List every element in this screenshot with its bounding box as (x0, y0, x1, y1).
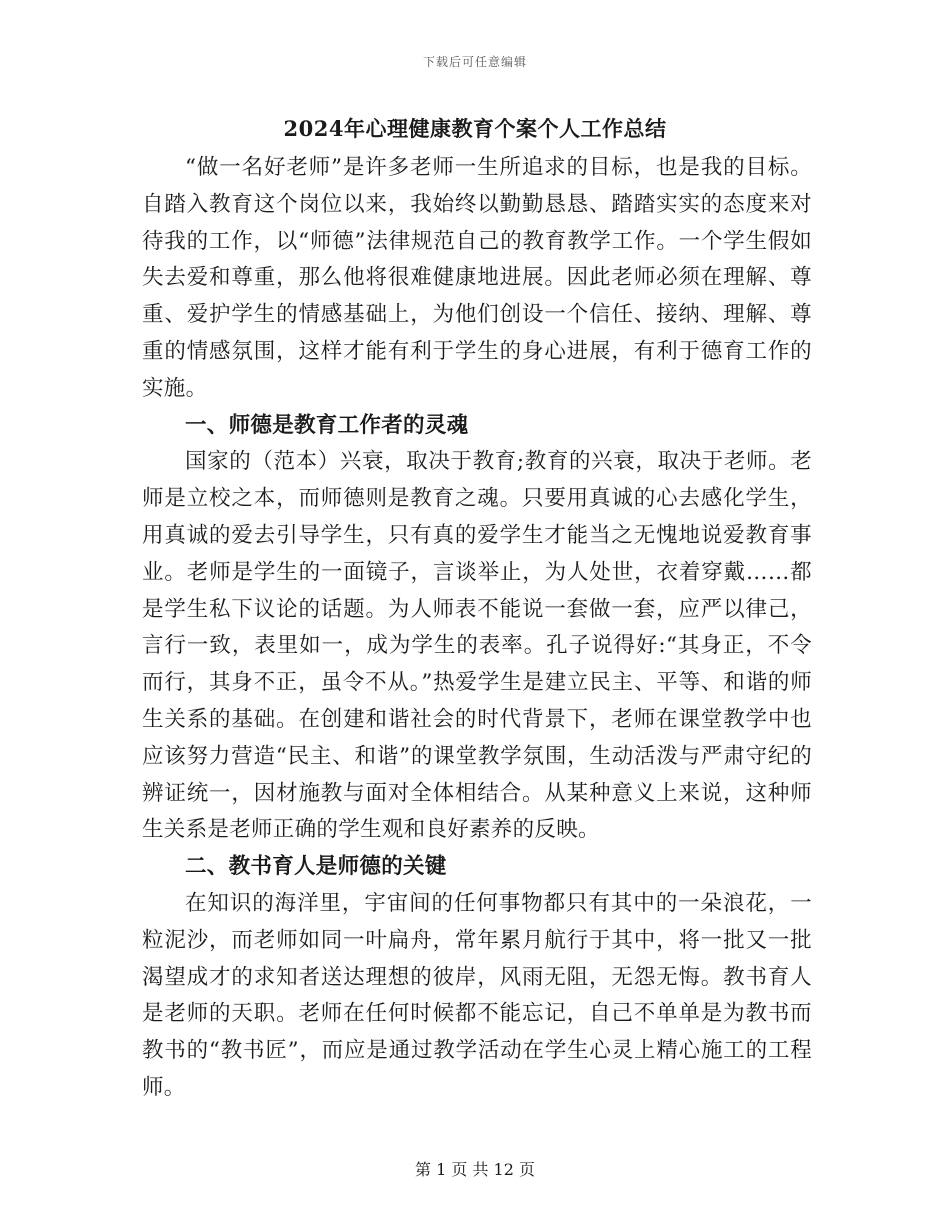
section-2-paragraph: 在知识的海洋里，宇宙间的任何事物都只有其中的一朵浪花，一粒泥沙，而老师如同一叶扁舟，常年累月航行于其中，将一批又一批渴望成才的求知者送达理想的彼岸，风雨无阻，无怨无悔。教书育人是老师的天职。老师在任何时候都不能忘记，自己不单单是为教书而教书的“教书匠”，而应是通过教学活动在学生心灵上精心施工的工程师。 (142, 890, 812, 1100)
page-number-footer: 第 1 页 共 12 页 (415, 1160, 535, 1179)
section-1-paragraph: 国家的（范本）兴衰，取决于教育;教育的兴衰，取决于老师。老师是立校之本，而师德则是教育之魂。只要用真诚的心去感化学生，用真诚的爱去引导学生，只有真的爱学生才能当之无愧地说爱教育事业。老师是学生的一面镜子，言谈举止，为人处世，衣着穿戴……都是学生私下议论的话题。为人师表不能说一套做一套，应严以律己，言行一致，表里如一，成为学生的表率。孔子说得好:“其身正，不令而行，其身不正，虽令不从。”热爱学生是建立民主、平等、和谐的师生关系的基础。在创建和谐社会的时代背景下，老师在课堂教学中也应该努力营造“民主、和谐”的课堂教学氛围，生动活泼与严肃守纪的辨证统一，因材施教与面对全体相结合。从某种意义上来说，这种师生关系是老师正确的学生观和良好素养的反映。 (142, 449, 812, 843)
intro-paragraph: “做一名好老师”是许多老师一生所追求的目标，也是我的目标。自踏入教育这个岗位以来，我始终以勤勤恳恳、踏踏实实的态度来对待我的工作，以“师德”法律规范自己的教育教学工作。一个学生假如失去爱和尊重，那么他将很难健康地进展。因此老师必须在理解、尊重、爱护学生的情感基础上，为他们创设一个信任、接纳、理解、尊重的情感氛围，这样才能有利于学生的身心进展，有利于德育工作的实施。 (142, 155, 812, 401)
section-1-heading: 一、师德是教育工作者的灵魂 (185, 412, 469, 438)
document-body (142, 150, 812, 1107)
section-2-heading: 二、教书育人是师德的关键 (185, 854, 447, 880)
document-title: 2024年心理健康教育个案个人工作总结 (283, 116, 667, 141)
header-note: 下载后可任意编辑 (422, 55, 527, 69)
